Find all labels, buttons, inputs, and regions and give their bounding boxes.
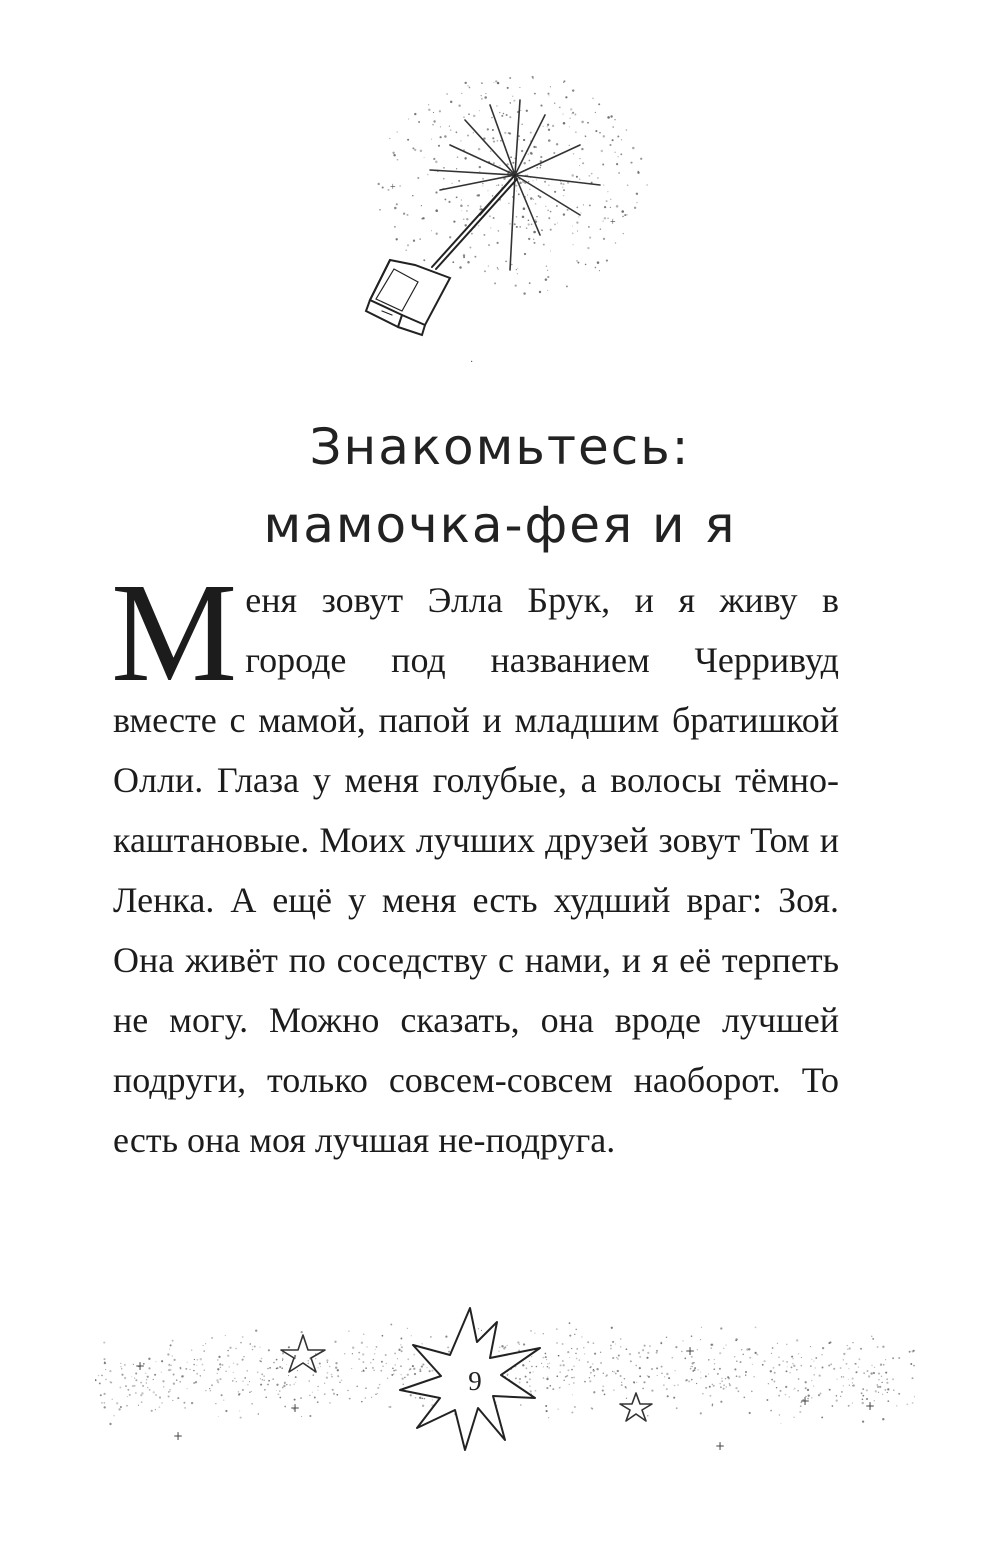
magic-wand-phone-icon — [330, 75, 650, 375]
chapter-title-line-2: мамочка-фея и я — [263, 496, 737, 554]
star-sparkles-icon — [95, 1300, 915, 1470]
body-paragraph — [111, 553, 839, 1170]
drop-cap: М — [111, 553, 238, 711]
chapter-title — [100, 408, 900, 564]
svg-text:+: + — [173, 1429, 184, 1443]
svg-text:+: + — [135, 1359, 146, 1373]
svg-text:+: + — [800, 1394, 811, 1408]
svg-text:+: + — [290, 1401, 301, 1415]
svg-text:+: + — [610, 217, 616, 228]
svg-text:+: + — [685, 1344, 696, 1358]
page-number: 9 — [468, 1366, 482, 1396]
paragraph-text: еня зовут Элла Брук, и я живу в городе под названием Черривуд вместе с мамой, папой и младшим братишкой Олли. Глаза у меня голубые, а волосы тёмно-каштановые. Моих лучших друзей зовут Том и Ленка. А ещё у меня есть худший враг: Зоя. Она живёт по соседству с нами, и я её терпеть не могу. Можно сказать, она вроде лучшей подруги, только совсем-совсем наоборот. То есть она моя лучшая не-подруга. — [113, 580, 839, 1160]
chapter-title-line-1: Знакомьтесь: — [309, 418, 691, 476]
svg-text:·: · — [470, 357, 474, 368]
svg-text:+: + — [865, 1399, 876, 1413]
svg-text:+: + — [390, 182, 396, 193]
svg-text:+: + — [715, 1439, 726, 1453]
